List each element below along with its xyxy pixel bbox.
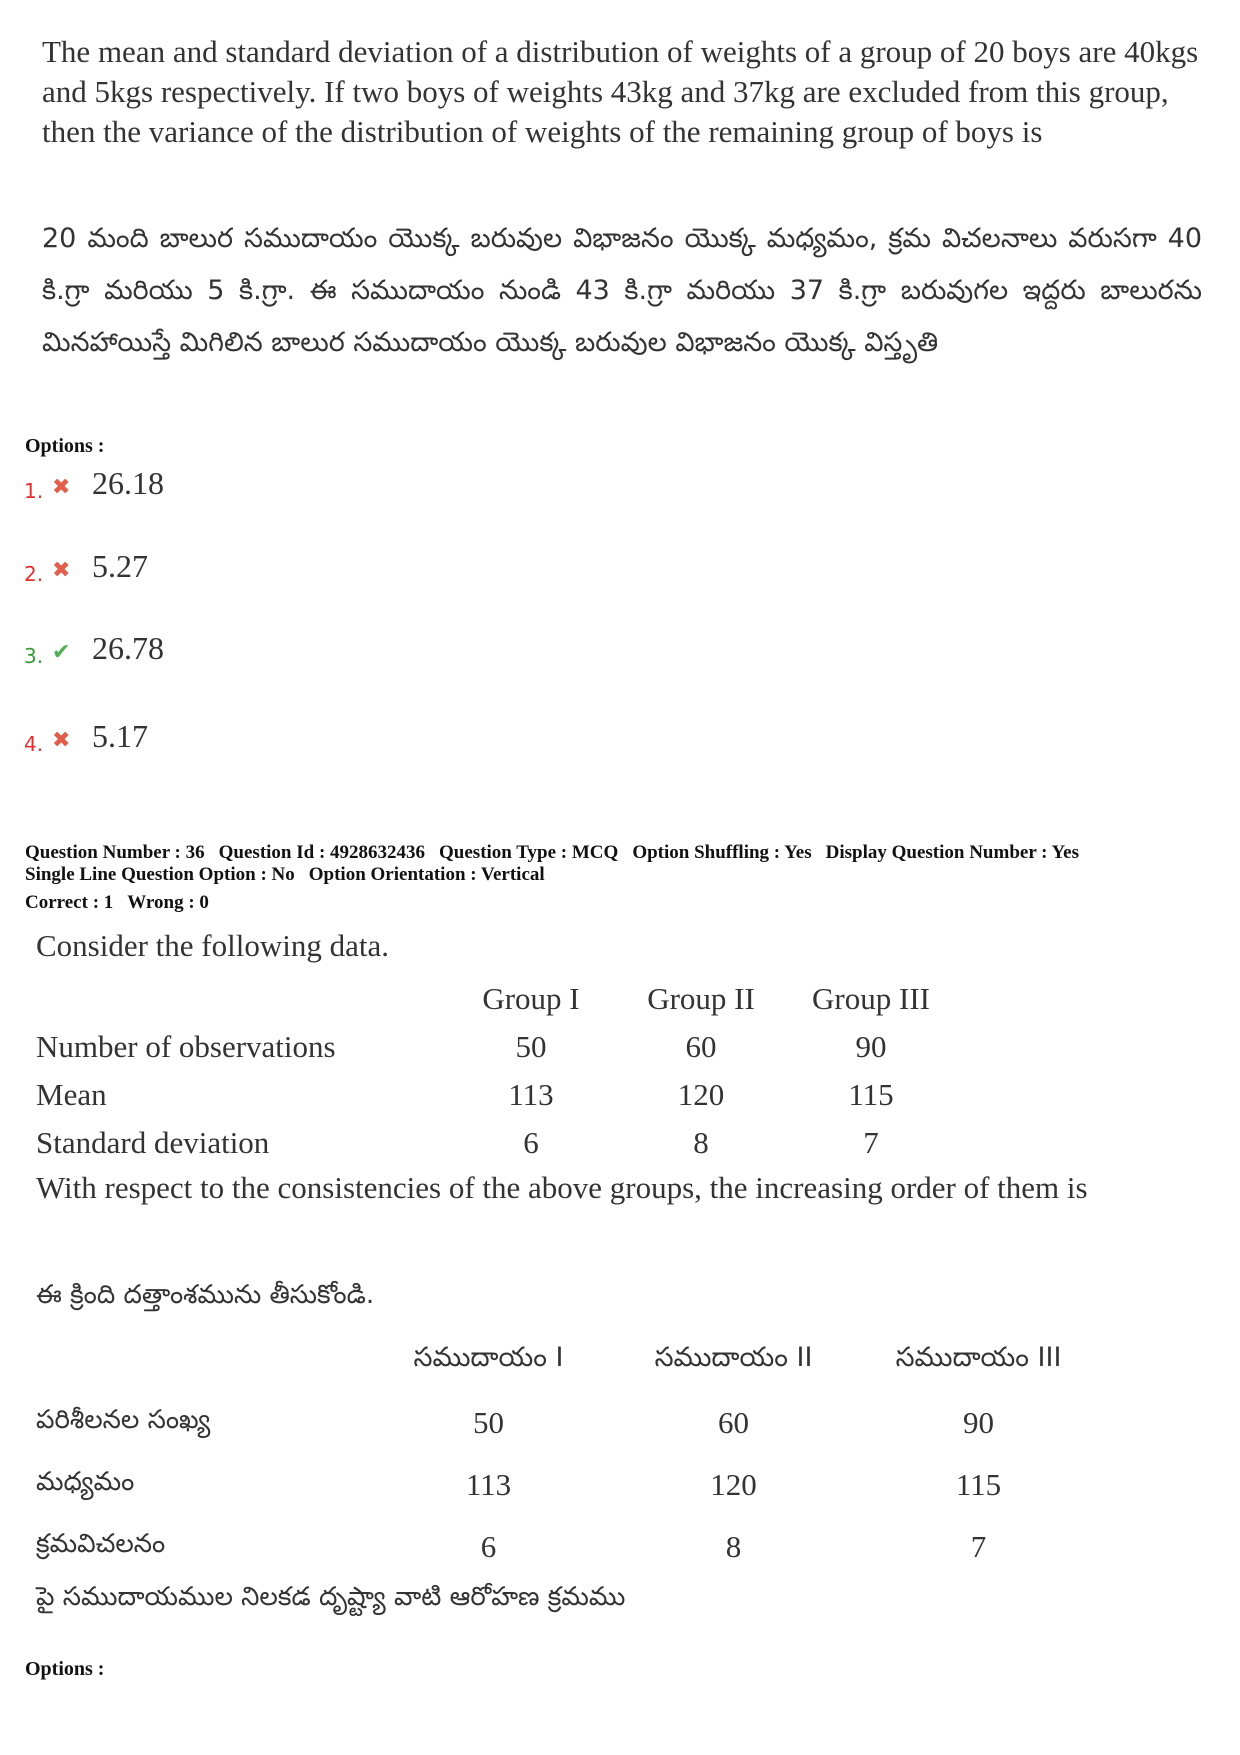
option-value: 26.18 (92, 465, 164, 501)
question-meta-line3 (25, 892, 223, 914)
data-table-telugu (36, 1330, 1101, 1578)
table-cell: 113 (465, 1467, 512, 1502)
option-number: 3. (24, 644, 44, 668)
table-header-cell: Group II (647, 981, 755, 1016)
table-cell: 115 (955, 1467, 1002, 1502)
table-cell: 7 (970, 1529, 987, 1564)
table-header-cell: Group III (812, 981, 930, 1016)
table-cell: 7 (863, 1125, 879, 1160)
option-number: 1. (24, 479, 44, 503)
meta-option-shuffling: Option Shuffling : Yes (632, 842, 812, 863)
table-cell: 120 (710, 1467, 757, 1502)
question-text-telugu: 20 మంది బాలుర సముదాయం యొక్క బరువుల విభాజనం యొక్క మధ్యమం, క్రమ విచలనాలు వరుసగా 40 కి.గ్రా మరియు 5 కి.గ్రా. ఈ సముదాయం నుండి 43 కి.గ్రా మరియు 37 కి.గ్రా బరువుగల ఇద్దరు బాలురను మినహాయిస్తే మిగిలిన బాలుర సముదాయం యొక్క బరువుల విభాజనం యొక్క విస్తృతి (42, 223, 1202, 358)
meta-question-id: Question Id : 4928632436 (218, 842, 426, 863)
table-cell: 60 (718, 1405, 749, 1440)
table-cell: 90 (855, 1029, 887, 1064)
meta-display-number: Display Question Number : Yes (825, 842, 1079, 863)
question-text-english: The mean and standard deviation of a distribution of weights of a group of 20 boys are 40kgs and 5kgs respectively. If two boys of weights 43kg and 37kg are excluded from this group, then the variance of the distribution of weights of the remaining group of boys is (42, 34, 1199, 149)
option-1[interactable] (24, 465, 424, 505)
table-cell: 60 (685, 1029, 717, 1064)
question2-tail-telugu: పై సముదాయముల నిలకడ దృష్ట్యా వాటి ఆరోహణ క్రమము (36, 1582, 626, 1612)
data-table-english (36, 975, 956, 1167)
meta-question-type: Question Type : MCQ (439, 842, 619, 863)
table-header-cell: సముదాయం I (413, 1342, 564, 1373)
option-value: 5.17 (92, 718, 148, 754)
table-row (36, 1516, 1101, 1578)
table-cell: 6 (523, 1125, 539, 1160)
option-value: 26.78 (92, 630, 164, 666)
option-2[interactable] (24, 548, 424, 588)
meta-orientation: Option Orientation : Vertical (308, 864, 545, 885)
table-cell: 8 (725, 1529, 742, 1564)
option-number: 4. (24, 732, 44, 756)
table-row (36, 1071, 956, 1119)
cross-icon: ✖ (52, 475, 71, 500)
table-cell: 90 (963, 1405, 994, 1440)
table-header-cell: సముదాయం III (895, 1342, 1062, 1373)
table-row (36, 1454, 1101, 1516)
question-meta-line1 (25, 842, 1093, 864)
table-cell: Number of observations (36, 1029, 336, 1064)
options-label: Options : (25, 435, 105, 457)
table-header-cell: Group I (482, 981, 580, 1016)
table-cell: 50 (515, 1029, 547, 1064)
table-cell: 115 (848, 1077, 894, 1112)
table-header-cell (36, 975, 446, 1023)
question2-tail-english: With respect to the consistencies of the above groups, the increasing order of them is (36, 1170, 1088, 1205)
question-meta-line2 (25, 864, 559, 886)
table-header-row (36, 975, 956, 1023)
cross-icon: ✖ (52, 728, 71, 753)
meta-correct: Correct : 1 (25, 892, 114, 913)
meta-single-line: Single Line Question Option : No (25, 864, 295, 885)
table-cell: 50 (473, 1405, 504, 1440)
table-cell: 120 (677, 1077, 725, 1112)
question2-title-telugu: ఈ క్రింది దత్తాంశమును తీసుకోండి. (36, 1280, 375, 1310)
table-cell: 8 (693, 1125, 709, 1160)
table-header-cell (36, 1330, 366, 1392)
table-cell: 113 (508, 1077, 554, 1112)
table-cell: Standard deviation (36, 1125, 270, 1160)
table-row (36, 1023, 956, 1071)
table-cell: Mean (36, 1077, 107, 1112)
table-header-row (36, 1330, 1101, 1392)
meta-wrong: Wrong : 0 (127, 892, 209, 913)
question2-title-english: Consider the following data. (36, 928, 389, 963)
table-row (36, 1392, 1101, 1454)
option-4[interactable] (24, 718, 424, 758)
cross-icon: ✖ (52, 558, 71, 583)
table-cell: పరిశీలనల సంఖ్య (36, 1405, 211, 1435)
table-header-cell: సముదాయం II (654, 1342, 813, 1373)
option-number: 2. (24, 562, 44, 586)
table-row (36, 1119, 956, 1167)
option-value: 5.27 (92, 548, 148, 584)
option-3[interactable] (24, 630, 424, 670)
table-cell: 6 (480, 1529, 497, 1564)
table-cell: క్రమవిచలనం (36, 1529, 166, 1559)
check-icon: ✔ (52, 640, 71, 665)
options-label: Options : (25, 1658, 105, 1680)
meta-question-number: Question Number : 36 (25, 842, 205, 863)
table-cell: మధ్యమం (36, 1467, 135, 1497)
